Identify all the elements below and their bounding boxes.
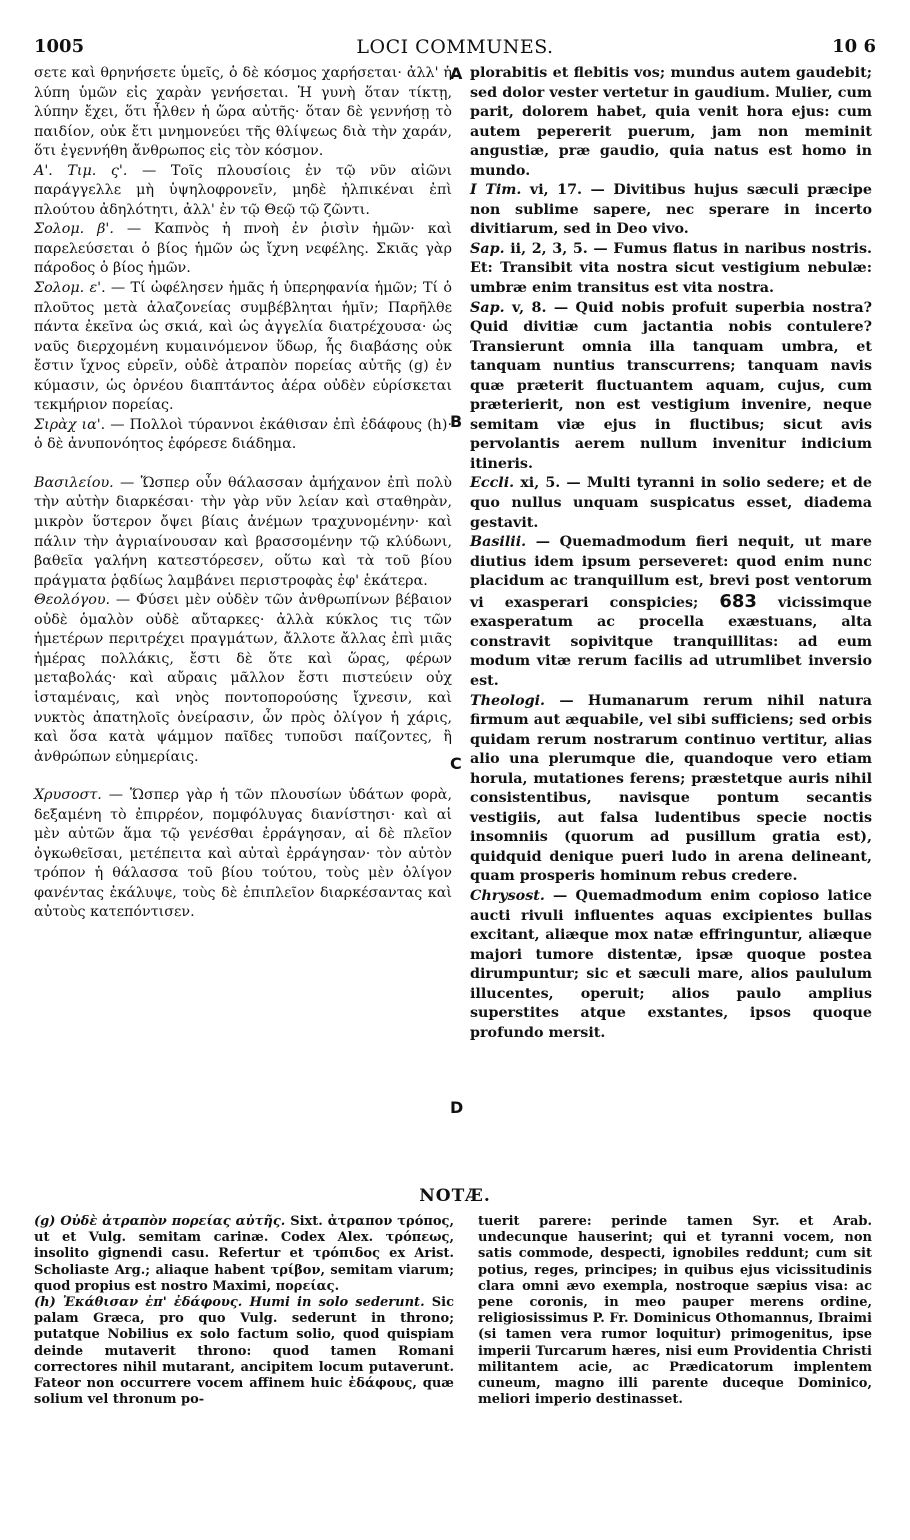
latin-paragraph: Theologi. — Humanarum rerum nihil natura firmum aut æquabile, vel sibi sufficiens; sed orbis quidam rerum nostrarum continuo vertitur, alias alio una plerumque die, quandoque vero etiam horula, mutationes ferens; præstetque auris nihil consistentibus, navisque pontum secantis vestigiis, aut falsa ludentibus specie noctis insomniis (quorum ad pusillum gratia est), quidquid denique pueri ludo in arena delineant, quam prosperis hominum rebus credere. [470,692,872,885]
margin-marker-a: A [450,64,463,83]
margin-marker-c: C [450,754,462,773]
page-number-left: 1005 [34,36,85,57]
page-header [34,36,876,62]
notes-heading: NOTÆ. [419,1186,491,1206]
margin-marker-b: B [450,412,463,431]
greek-paragraph: Α'. Τιμ. ς'. — Τοῖς πλουσίοις ἐν τῷ νῦν αἰῶνι παράγγελλε μὴ ὑψηλοφρονεῖν, μηδὲ ἠλπικέναι ἐπὶ πλούτου ἀδηλότητι, ἀλλ' ἐν τῷ Θεῷ τῷ ζῶντι. [34,162,452,218]
page-number-right: 10 6 [832,36,876,57]
note-entry: tuerit parere: perinde tamen Syr. et Arab. undecunque hauserint; qui et tyranni vocem, non satis commode, despecti, ignobiles reddunt; cum sit potius, reges, principes; in quibus ejus vicissitudinis clara omni ævo exempla, nostroque sæpius visa: ac pene coronis, in meo pauper merens ordine, religiosissimus P. Fr. Dominicus Othomannus, Ibraimi (si tamen vera rumor loquitur) primogenitus, ipse imperii Turcarum hæres, nisi eum Providentia Christi militantem acie, ac Prædicatorum implentem cuneum, magno illi parente duceque Dominico, meliori imperio destinasset. [478,1214,872,1408]
greek-paragraph: Θεολόγου. — Φύσει μὲν οὐδὲν τῶν ἀνθρωπίνων βέβαιον οὐδὲ ὁμαλὸν οὐδὲ αὔταρκες· ἀλλὰ κύκλος τις τῶν ἡμετέρων περιτρέχει πραγμάτων, ἄλλοτε ἄλλας ἐπὶ μιᾶς ἡμέρας πολλάκις, ἔστι δὲ ὅτε καὶ ὥρας, φέρων μεταβολάς· καὶ αὔραις μᾶλλον ἔστι πιστεύειν οὐχ ἱσταμέναις, καὶ νηὸς ποντοπορούσης ἴχνεσιν, καὶ νυκτὸς ἀπατηλοῖς ὀνείρασιν, ὧν πρὸς ὀλίγον ἡ χάρις, καὶ ὅσα κατὰ ψάμμον παῖδες τυποῦσι παίζοντες, ἢ ἀνθρώπων εὐημερίαις. [34,592,452,765]
note-entry: (h) Ἐκάθισαν ἐπ' ἐδάφους. Humi in solo sederunt. Sic palam Græca, pro quo Vulg. sederunt in throno; putatque Nobilius ex solo factum solio, quod quispiam deinde mutaverit throno: quod tamen Romani correctores nihil mutarant, ancipitem locum putaverunt. Fateor non occurrere vocem affinem huic ἐδάφους, quæ solium vel thronum po- [34,1295,454,1408]
greek-paragraph: Σολομ. β'. — Καπνὸς ἡ πνοὴ ἐν ῥισὶν ἡμῶν· καὶ παρελεύσεται ὁ βίος ἡμῶν ὡς ἴχνη νεφέλης. Σκιᾶς γὰρ πάροδος ὁ βίος ἡμῶν. [34,221,452,277]
column-number-stamp: 683 [719,590,757,612]
running-title: LOCI COMMUNES. [356,36,554,58]
latin-paragraph: Sap. ii, 2, 3, 5. — Fumus flatus in naribus nostris. Et: Transibit vita nostra sicut vestigium nebulæ: umbræ enim transitus est vita nostra. [470,240,872,297]
latin-paragraph: Sap. v, 8. — Quid nobis profuit superbia nostra? Quid divitiæ cum jactantia nobis contulere? Transierunt omnia illa tanquam umbra, et tanquam nuntius transcurrens; tanquam navis quæ præterit fluctuantem aquam, cujus, cum præterierit, non est vestigium invenire, neque semitam viæ ejus in fluctibus; sicut avis pervolantis aerem nullum invenitur indicium itineris. [470,299,872,472]
latin-paragraph: Chrysost. — Quemadmodum enim copioso latice aucti rivuli influentes aquas excipientes bullas excitant, aliæque mox natæ effringuntur, aliæque majori tumore distentæ, ipsæ quoque postea dirumpuntur; sic et sæculi mare, alios paululum illucentes, operuit; alios paulo amplius superstites atque exstantes, ipsos quoque profundo mersit. [470,887,872,1041]
notes-left-column [34,1214,454,1408]
margin-marker-d: D [450,1098,464,1117]
greek-paragraph: Χρυσοστ. — Ὥσπερ γὰρ ἡ τῶν πλουσίων ὑδάτων φορὰ, δεξαμένη τὸ ἐπιρρέον, πομφόλυγας διανίστησι· καὶ αἱ μὲν αὐτῶν ἅμα τῷ γενέσθαι ἐρράγησαν, αἱ δὲ πλεῖον ὀγκωθεῖσαι, μετέπειτα καὶ αὐταὶ ἐρράγησαν· τὸν αὐτὸν τρόπον ἡ θάλασσα τοῦ βίου τούτου, τοὺς μὲν ὀλίγον φανέντας ἐκάλυψε, τοὺς δὲ ἐπιπλεῖον διαρκέσαντας καὶ αὐτοὺς κατεπόντισεν. [34,787,452,921]
notes-right-column [478,1214,872,1408]
greek-column [34,64,452,923]
latin-paragraph: Basilii. — Quemadmodum fieri nequit, ut mare diutius idem ipsum perseveret: quod enim nunc placidum ac tranquillum est, brevi post ventorum vi exasperari conspicies; 683 vicissimque exasperatum ac procella exæstuans, alta constravit sopivitque tranquillitas: ad eum modum vitæ rerum facilis ad utrumlibet inversio est. [470,534,872,689]
greek-paragraph: Σολομ. ε'. — Τί ὠφέλησεν ἡμᾶς ἡ ὑπερηφανία ἡμῶν; Τί ὁ πλοῦτος μετὰ ἀλαζονείας συμβέβληται ἡμῖν; Παρῆλθε πάντα ἐκεῖνα ὡς σκιά, καὶ ὡς ἀγγελία διατρέχουσα· ὡς ναῦς διερχομένη κυμαινόμενον ὕδωρ, ἧς διαβάσης οὐκ ἔστιν ἴχνος εὑρεῖν, οὐδὲ ἀτραπὸν πορείας αὐτῆς (g) ἐν κύμασιν, ὡς ὀρνέου διαπτάντος ἀέρα οὐδὲν εὑρίσκεται τεκμήριον πορείας. [34,280,452,414]
latin-paragraph: plorabitis et flebitis vos; mundus autem gaudebit; sed dolor vester vertetur in gaudium. Mulier, cum parit, dolorem habet, quia venit hora ejus: cum autem pepererit puerum, jam non meminit angustiæ, præ gaudio, quia natus est homo in mundo. [470,65,872,179]
greek-paragraph: Σιρὰχ ια'. — Πολλοὶ τύραννοι ἐκάθισαν ἐπὶ ἐδάφους (h)· ὁ δὲ ἀνυπονόητος ἐφόρεσε διάδημα. [34,416,452,453]
greek-paragraph: Βασιλείου. — Ὥσπερ οὖν θάλασσαν ἀμήχανον ἐπὶ πολὺ τὴν αὐτὴν διαρκέσαι· τὴν γὰρ νῦν λείαν καὶ σταθηρὰν, μικρὸν ὕστερον ὄψει βίαις ἀνέμων τραχυνομένην· καὶ πάλιν τὴν ἀγριαίνουσαν καὶ βρασσομένην τῷ κλύδωνι, βαθεῖα γαλήνη κατεστόρεσεν, οὕτω καὶ τὰ τοῦ βίου πράγματα ῥᾳδίως λαμβάνει περιστροφὰς ἐφ' ἑκάτερα. [34,474,452,589]
note-entry: (g) Οὐδὲ ἀτραπὸν πορείας αὐτῆς. Sixt. ἀτραπον τρόπος, ut et Vulg. semitam carinæ. Codex Alex. τρόπεως, insolito gignendi casu. Refertur et τρόπιδος ex Arist. Scholiaste Arg.; aliaque habent τρίβον, semitam viarum; quod propius est nostro Maximi, πορείας. [34,1214,454,1294]
greek-paragraph: σετε καὶ θρηνήσετε ὑμεῖς, ὁ δὲ κόσμος χαρήσεται· ἀλλ' ἡ λύπη ὑμῶν εἰς χαρὰν γενήσεται. Ἡ γυνὴ ὅταν τίκτῃ, λύπην ἔχει, ὅτι ἦλθεν ἡ ὥρα αὐτῆς· ὅταν δὲ γεννήσῃ τὸ παιδίον, οὐκ ἔτι μνημονεύει τῆς θλίψεως διὰ τὴν χαράν, ὅτι ἐγεννήθη ἄνθρωπος εἰς τὸν κόσμον. [34,65,452,160]
latin-paragraph: I Tim. vi, 17. — Divitibus hujus sæculi præcipe non sublime sapere, nec sperare in incerto divitiarum, sed in Deo vivo. [470,182,873,238]
latin-column [470,64,872,1043]
latin-paragraph: Eccli. xi, 5. — Multi tyranni in solio sedere; et de quo nullus unquam suspicatus esset, diadema gestavit. [470,475,872,531]
